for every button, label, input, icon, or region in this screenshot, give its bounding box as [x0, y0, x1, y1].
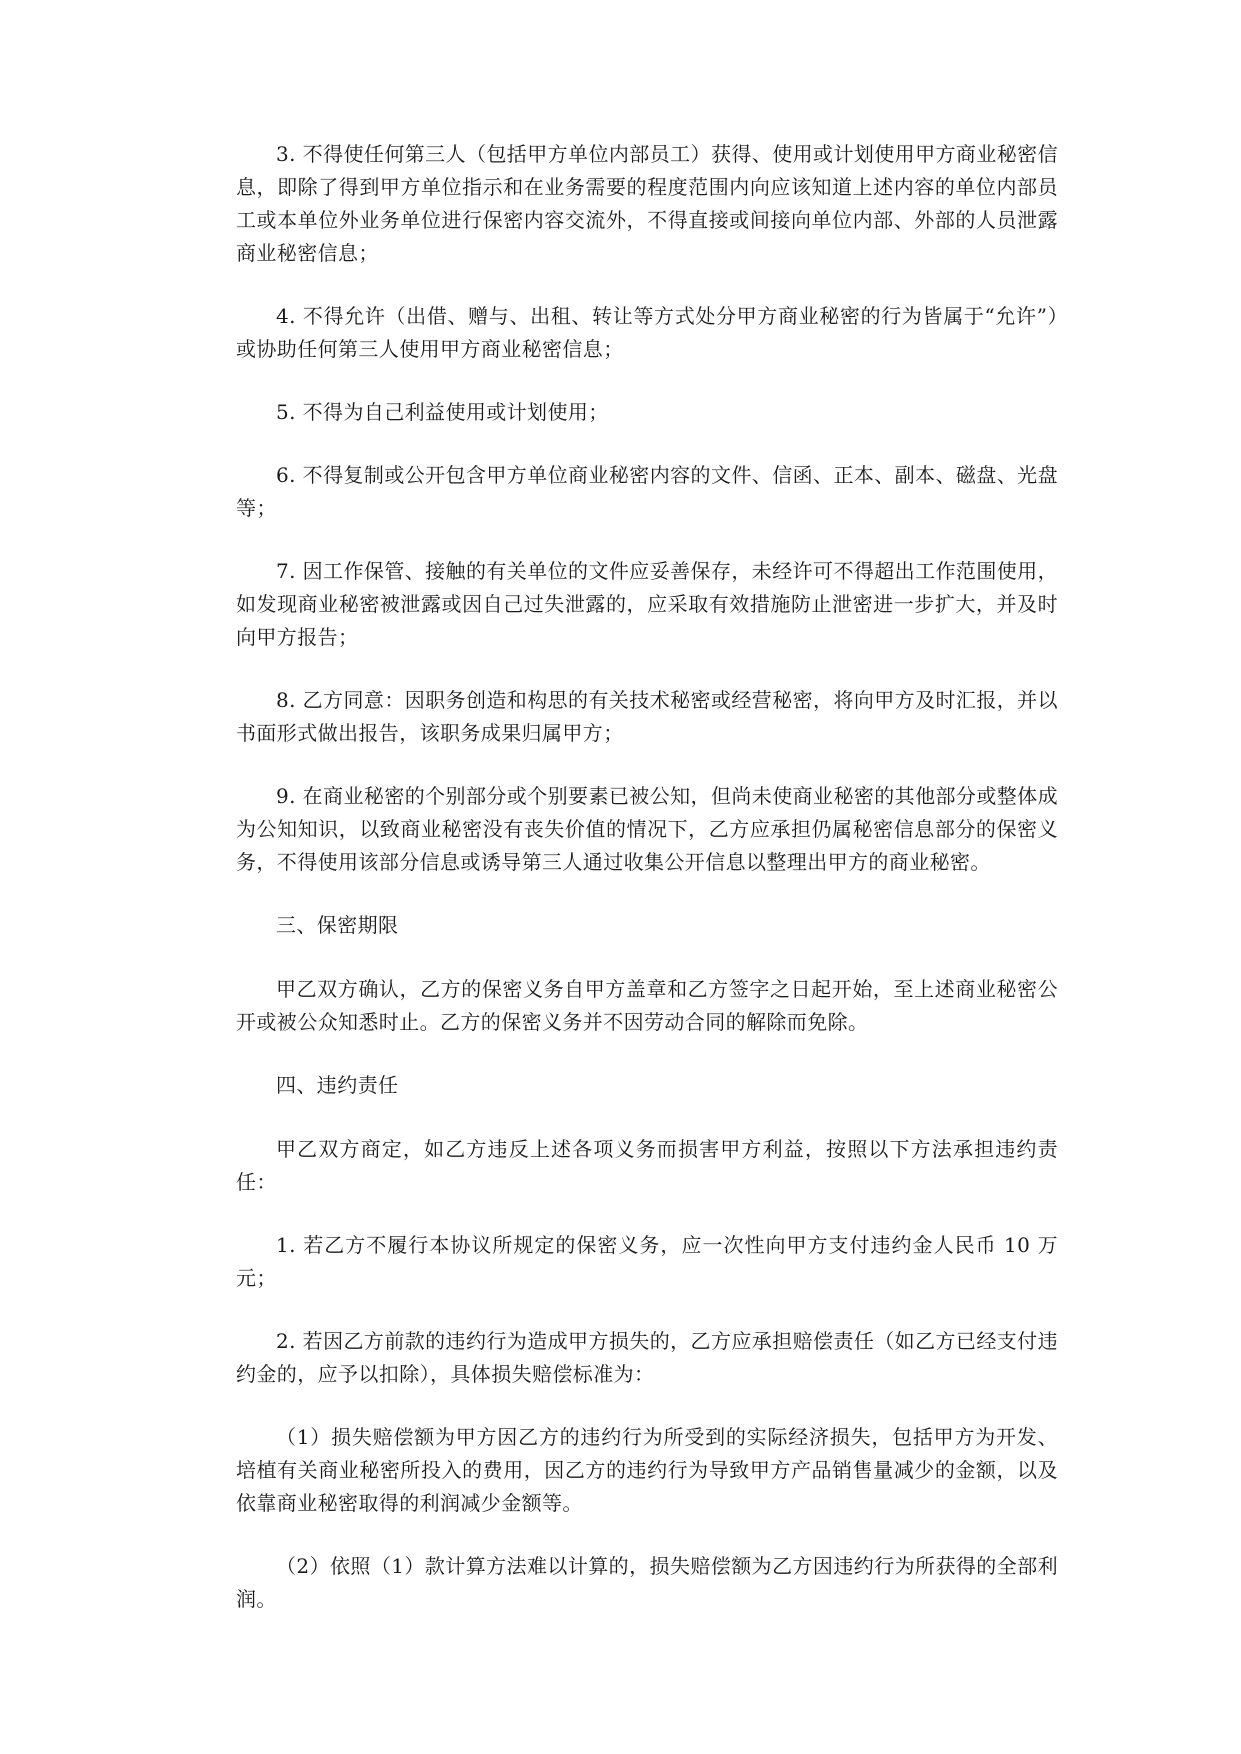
liability-clause-2: 2. 若因乙方前款的违约行为造成甲方损失的，乙方应承担赔偿责任（如乙方已经支付违约金的，应予以扣除），具体损失赔偿标准为：: [236, 1329, 1058, 1386]
liability-intro: 甲乙双方商定，如乙方违反上述各项义务而损害甲方利益，按照以下方法承担违约责任：: [236, 1137, 1058, 1194]
clause-9: 9. 在商业秘密的个别部分或个别要素已被公知，但尚未使商业秘密的其他部分或整体成为公知知识，以致商业秘密没有丧失价值的情况下，乙方应承担仍属秘密信息部分的保密义务，不得使用该部分信息或诱导第三人通过收集公开信息以整理出甲方的商业秘密。: [236, 784, 1058, 874]
clause-5: 5. 不得为自己利益使用或计划使用；: [276, 400, 609, 424]
confidentiality-period-text: 甲乙双方确认，乙方的保密义务自甲方盖章和乙方签字之日起开始，至上述商业秘密公开或被公众知悉时止。乙方的保密义务并不因劳动合同的解除而免除。: [236, 977, 1058, 1034]
clause-6: 6. 不得复制或公开包含甲方单位商业秘密内容的文件、信函、正本、副本、磁盘、光盘等；: [236, 463, 1058, 520]
clause-7: 7. 因工作保管、接触的有关单位的文件应妥善保存，未经许可不得超出工作范围使用，如发现商业秘密被泄露或因自己过失泄露的，应采取有效措施防止泄密进一步扩大，并及时向甲方报告；: [236, 559, 1058, 649]
document-body: [236, 138, 1058, 1646]
liability-subclause-1: （1）损失赔偿额为甲方因乙方的违约行为所受到的实际经济损失，包括甲方为开发、培植有关商业秘密所投入的费用，因乙方的违约行为导致甲方产品销售量减少的金额，以及依靠商业秘密取得的利润减少金额等。: [236, 1425, 1058, 1515]
clause-4: 4. 不得允许（出借、赠与、出租、转让等方式处分甲方商业秘密的行为皆属于“允许”）或协助任何第三人使用甲方商业秘密信息；: [236, 304, 1058, 361]
clause-8: 8. 乙方同意：因职务创造和构思的有关技术秘密或经营秘密，将向甲方及时汇报，并以书面形式做出报告，该职务成果归属甲方；: [236, 688, 1058, 745]
section-heading-confidentiality-period: 三、保密期限: [276, 913, 399, 937]
section-heading-liability: 四、违约责任: [276, 1073, 399, 1097]
clause-3: 3. 不得使任何第三人（包括甲方单位内部员工）获得、使用或计划使用甲方商业秘密信息，即除了得到甲方单位指示和在业务需要的程度范围内向应该知道上述内容的单位内部员工或本单位外业务单位进行保密内容交流外，不得直接或间接向单位内部、外部的人员泄露商业秘密信息；: [236, 142, 1058, 265]
liability-clause-1: 1. 若乙方不履行本协议所规定的保密义务，应一次性向甲方支付违约金人民币 10 万元；: [236, 1233, 1058, 1290]
liability-subclause-2: （2）依照（1）款计算方法难以计算的，损失赔偿额为乙方因违约行为所获得的全部利润。: [236, 1554, 1058, 1611]
